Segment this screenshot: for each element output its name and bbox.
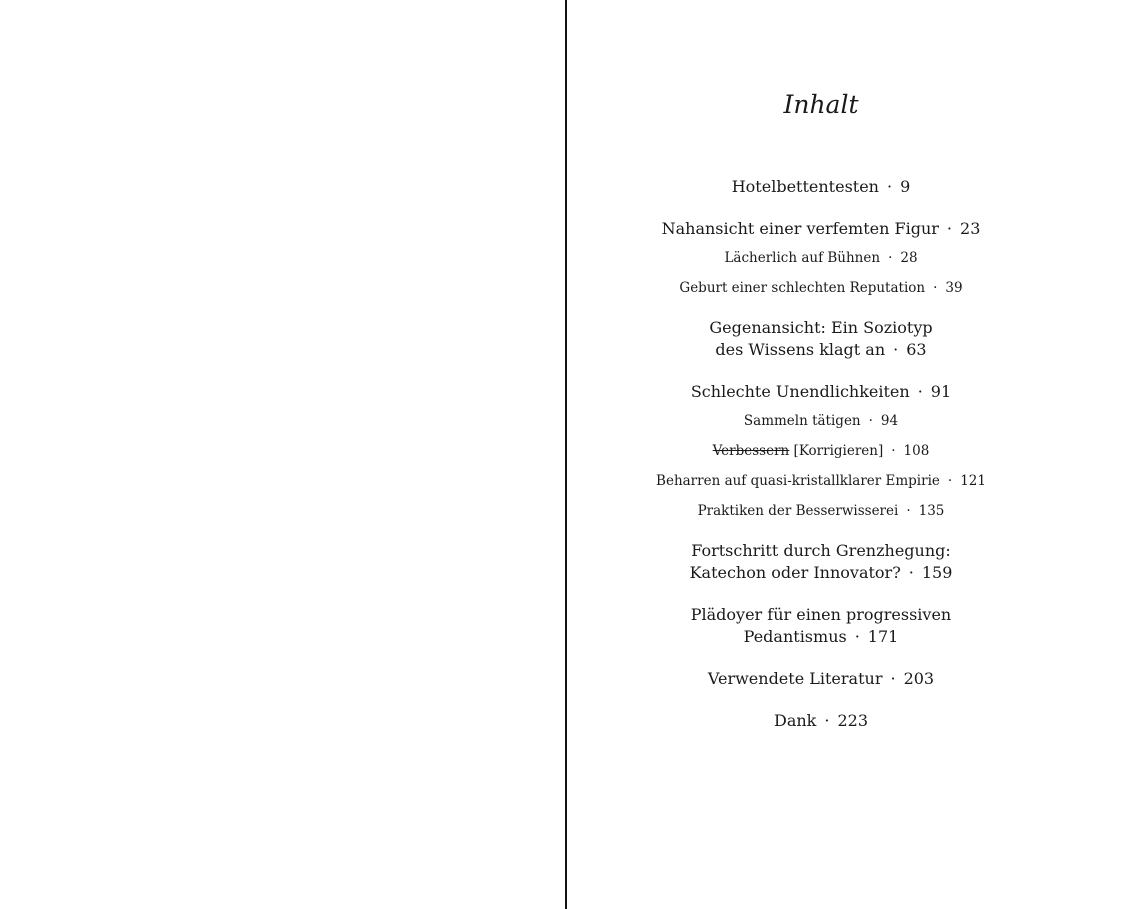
toc-entry-title: Dank bbox=[773, 711, 817, 730]
toc-entry-line bbox=[567, 176, 1075, 198]
toc-entry-title: Beharren auf quasi-kristallklarer Empirie bbox=[656, 473, 940, 489]
toc-entry-title: Schlechte Unendlichkeiten bbox=[690, 382, 910, 401]
toc-entry-line bbox=[567, 540, 1075, 562]
toc-entry-line bbox=[567, 668, 1075, 690]
toc-separator-dot: · bbox=[906, 503, 911, 519]
toc-separator-dot: · bbox=[890, 669, 896, 688]
toc-entry-title: Lächerlich auf Bühnen bbox=[724, 250, 881, 266]
toc-separator-dot: · bbox=[868, 413, 873, 429]
toc-section-entry bbox=[567, 472, 1075, 490]
toc-separator-dot: · bbox=[854, 627, 860, 646]
toc-chapter-entry bbox=[567, 540, 1075, 584]
toc-entry-title: Pedantismus bbox=[743, 627, 847, 646]
toc-separator-dot: · bbox=[888, 250, 893, 266]
toc-separator-dot: · bbox=[933, 280, 938, 296]
toc-chapter-entry bbox=[567, 710, 1075, 732]
toc-entry-line bbox=[567, 317, 1075, 339]
toc-section-entry bbox=[567, 412, 1075, 430]
toc-entry-line bbox=[567, 279, 1075, 297]
right-page bbox=[567, 0, 1132, 909]
toc-chapter-entry bbox=[567, 604, 1075, 648]
toc-separator-dot: · bbox=[893, 340, 899, 359]
toc-section-entry bbox=[567, 279, 1075, 297]
toc-entry-line bbox=[567, 502, 1075, 520]
toc-struck-word: Verbessern bbox=[712, 443, 790, 459]
toc-entry-line bbox=[567, 626, 1075, 648]
toc-separator-dot: · bbox=[908, 563, 914, 582]
toc-separator-dot: · bbox=[946, 219, 953, 238]
toc-entry-line bbox=[567, 472, 1075, 490]
toc-page-number: 108 bbox=[903, 443, 930, 459]
toc-entry-line bbox=[567, 412, 1075, 430]
toc-entry-line bbox=[567, 249, 1075, 267]
toc-chapter-entry bbox=[567, 176, 1075, 198]
toc-page-number: 91 bbox=[930, 382, 952, 401]
toc-separator-dot: · bbox=[886, 177, 893, 196]
toc-page-number: 135 bbox=[918, 503, 945, 519]
toc-chapter-entry bbox=[567, 317, 1075, 361]
toc-entry-title: Verwendete Literatur bbox=[707, 669, 883, 688]
toc-entry-line bbox=[567, 218, 1075, 240]
toc-entry-title: Nahansicht einer verfemten Figur bbox=[661, 219, 939, 238]
toc-page-number: 223 bbox=[837, 711, 868, 730]
toc-chapter-entry bbox=[567, 381, 1075, 403]
toc-entry-title: Hotelbettentesten bbox=[731, 177, 879, 196]
toc-chapter-entry bbox=[567, 668, 1075, 690]
toc-chapter-entry bbox=[567, 218, 1075, 240]
toc-title: Inhalt bbox=[783, 90, 859, 119]
toc-page-number: 9 bbox=[900, 177, 911, 196]
toc-page-number: 159 bbox=[921, 563, 953, 582]
toc-separator-dot: · bbox=[891, 443, 896, 459]
toc-separator-dot: · bbox=[824, 711, 830, 730]
toc-entry-line bbox=[567, 339, 1075, 361]
toc-page-number: 28 bbox=[900, 250, 918, 266]
toc-section-entry bbox=[567, 502, 1075, 520]
toc-entry-title: Gegenansicht: Ein Soziotyp bbox=[709, 318, 933, 337]
toc-separator-dot: · bbox=[947, 473, 953, 489]
toc-entry-title: Katechon oder Innovator? bbox=[689, 563, 901, 582]
toc-page-number: 171 bbox=[867, 627, 899, 646]
toc-page-number: 203 bbox=[903, 669, 935, 688]
toc-page-number: 39 bbox=[945, 280, 963, 296]
toc-entry-title: Sammeln tätigen bbox=[743, 413, 861, 429]
toc-entry-title: Plädoyer für einen progressiven bbox=[690, 605, 952, 624]
toc-entry-title: des Wissens klagt an bbox=[715, 340, 886, 359]
toc-entry-line bbox=[567, 381, 1075, 403]
toc-page-number: 23 bbox=[960, 219, 981, 238]
toc-page-number: 121 bbox=[960, 473, 986, 489]
toc-entry-title: [Korrigieren] bbox=[793, 443, 884, 459]
toc-entry-line bbox=[567, 710, 1075, 732]
toc-page-number: 94 bbox=[880, 413, 899, 429]
toc-entry-title: Praktiken der Besserwisserei bbox=[697, 503, 899, 519]
toc-entry-line bbox=[567, 604, 1075, 626]
toc-entry-title: Geburt einer schlechten Reputation bbox=[679, 280, 926, 296]
toc-section-entry bbox=[567, 442, 1075, 460]
table-of-contents bbox=[567, 176, 1075, 732]
toc-entry-line bbox=[567, 562, 1075, 584]
toc-separator-dot: · bbox=[917, 382, 923, 401]
toc-page-number: 63 bbox=[906, 340, 927, 359]
toc-entry-line bbox=[567, 442, 1075, 460]
toc-entry-title: Fortschritt durch Grenzhegung: bbox=[691, 541, 951, 560]
toc-section-entry bbox=[567, 249, 1075, 267]
